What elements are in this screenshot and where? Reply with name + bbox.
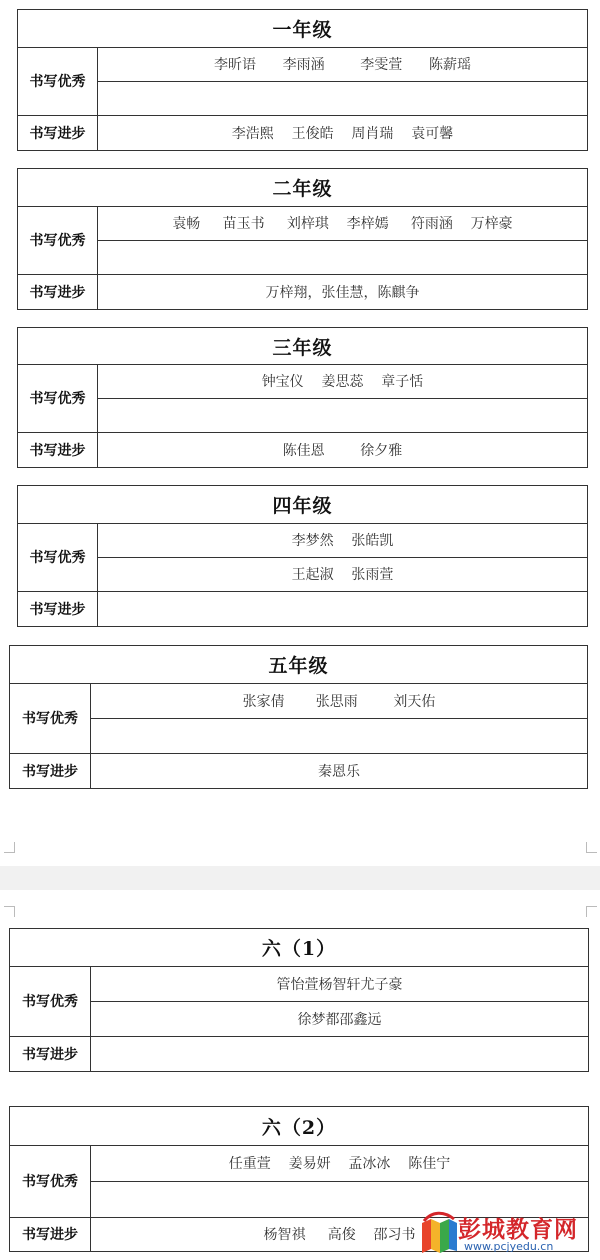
grade3-table (17, 327, 588, 468)
grade4-table (17, 485, 588, 627)
grade2-progress-label: 书写进步 (18, 274, 98, 309)
watermark-url: www.pcjyedu.cn (464, 1240, 554, 1253)
grade3-progress-names: 陈佳恩 徐夕雅 (282, 442, 403, 459)
grade2-title: 二年级 (18, 169, 587, 207)
grade4-excellent-names-2: 王起淑 张雨萱 (291, 567, 394, 583)
grade1-excellent-label: 书写优秀 (18, 47, 98, 115)
grade6-2-excellent-names-1: 任重萱 姜易妍 孟冰冰 陈佳宁 (228, 1156, 451, 1172)
grade6-2-progress-names: 杨智祺 高俊 邵习书 (263, 1227, 416, 1243)
grade2-table (17, 168, 588, 310)
grade5-excellent-names-2 (91, 718, 587, 753)
grade4-excellent-names-1: 李梦然 张皓凯 (291, 533, 394, 549)
grade5-excellent-label: 书写优秀 (10, 683, 91, 753)
grade2-excellent-names-2 (98, 240, 587, 274)
books-icon (418, 1211, 460, 1255)
grade4-title: 四年级 (18, 486, 587, 524)
page-break-gap (0, 866, 600, 890)
grade1-excellent-names-2 (98, 81, 587, 115)
grade6-1-excellent-label: 书写优秀 (10, 966, 91, 1036)
grade2-progress-names: 万梓翔，张佳慧，陈麒争 (265, 284, 420, 301)
grade5-excellent-names-1: 张家倩 张思雨 刘天佑 (242, 693, 436, 710)
grade6-2-title: 六（2） (10, 1107, 588, 1146)
page-corner-mark (4, 842, 15, 853)
watermark-logo (416, 1207, 600, 1260)
grade1-table (17, 9, 588, 151)
grade6-1-excellent-names-1: 管怡萱杨智轩尤子豪 (276, 976, 403, 993)
page-corner-mark (4, 906, 15, 917)
grade6-1-progress-names (91, 1036, 588, 1071)
grade3-excellent-names-2 (98, 398, 587, 432)
grade6-1-table (9, 928, 589, 1072)
grade1-title: 一年级 (18, 10, 587, 48)
grade2-excellent-names-1: 袁畅 苗玉书 刘梓琪 李梓嫣 符雨涵 万梓豪 (172, 216, 513, 232)
grade1-progress-names: 李浩熙 王俊皓 周肖瑞 袁可馨 (231, 125, 454, 142)
grade1-excellent-names-1: 李昕语 李雨涵 李雯萱 陈薪瑶 (213, 57, 471, 73)
grade3-progress-label: 书写进步 (18, 432, 98, 467)
grade5-progress-label: 书写进步 (10, 753, 91, 788)
grade4-progress-label: 书写进步 (18, 591, 98, 626)
grade2-excellent-label: 书写优秀 (18, 206, 98, 274)
grade5-progress-names: 秦恩乐 (318, 763, 360, 780)
page-corner-mark (586, 842, 597, 853)
grade6-2-progress-label: 书写进步 (10, 1217, 91, 1251)
grade6-1-excellent-names-2: 徐梦都邵鑫远 (297, 1011, 382, 1028)
page-corner-mark (586, 906, 597, 917)
grade5-table (9, 645, 588, 789)
grade6-2-excellent-label: 书写优秀 (10, 1145, 91, 1217)
grade3-excellent-names-1: 钟宝仪 姜思蕊 章子恬 (261, 374, 424, 390)
grade1-progress-label: 书写进步 (18, 115, 98, 150)
watermark-name: 彭城教育网 (458, 1217, 578, 1243)
grade3-title: 三年级 (18, 328, 587, 365)
grade6-1-title: 六（1） (10, 929, 588, 967)
grade4-excellent-label: 书写优秀 (18, 523, 98, 591)
grade3-excellent-label: 书写优秀 (18, 364, 98, 432)
grade4-progress-names (98, 591, 587, 626)
grade6-1-progress-label: 书写进步 (10, 1036, 91, 1071)
grade5-title: 五年级 (10, 646, 587, 684)
